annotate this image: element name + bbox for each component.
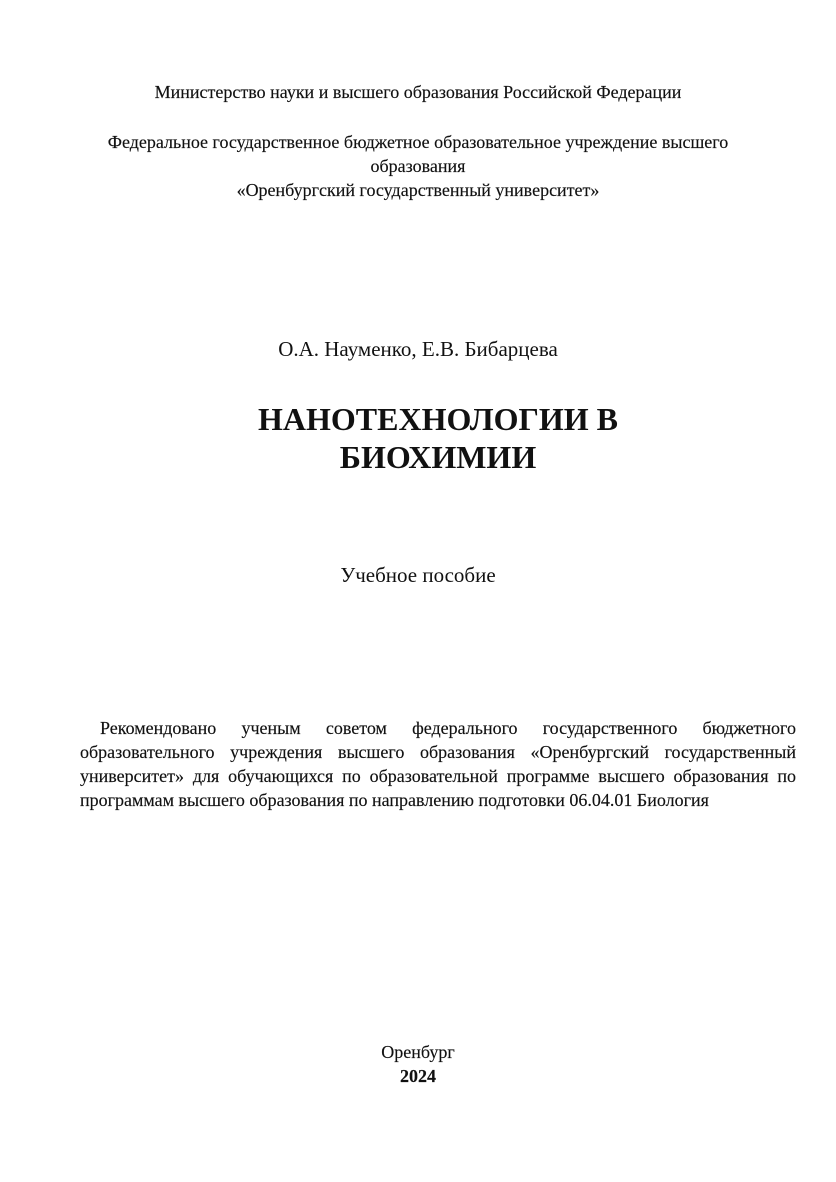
university-name: «Оренбургский государственный университет»: [236, 180, 600, 200]
ministry-name: Министерство науки и высшего образования Российской Федерации: [154, 82, 682, 102]
book-title: НАНОТЕХНОЛОГИИ В БИОХИМИИ: [258, 401, 618, 475]
institution-line-1: Федеральное государственное бюджетное образовательное учреждение высшего: [107, 132, 729, 152]
recommendation-body: Рекомендовано ученым советом федерального государственного бюджетного образовательного учреждения высшего образования «Оренбургский государственный университет» для обучающихся по образовательной программе высшего образования по программам высшего образования по направлению подготовки 06.04.01 Биология: [80, 718, 796, 810]
authors: О.А. Науменко, Е.В. Бибарцева: [278, 337, 558, 361]
document-type: Учебное пособие: [340, 563, 496, 587]
institution-block: [60, 130, 776, 202]
imprint: [60, 1040, 776, 1088]
imprint-city: Оренбург: [381, 1042, 455, 1062]
recommendation-text: [80, 716, 796, 812]
institution-line-2: образования: [370, 156, 466, 176]
imprint-year: 2024: [400, 1066, 436, 1086]
